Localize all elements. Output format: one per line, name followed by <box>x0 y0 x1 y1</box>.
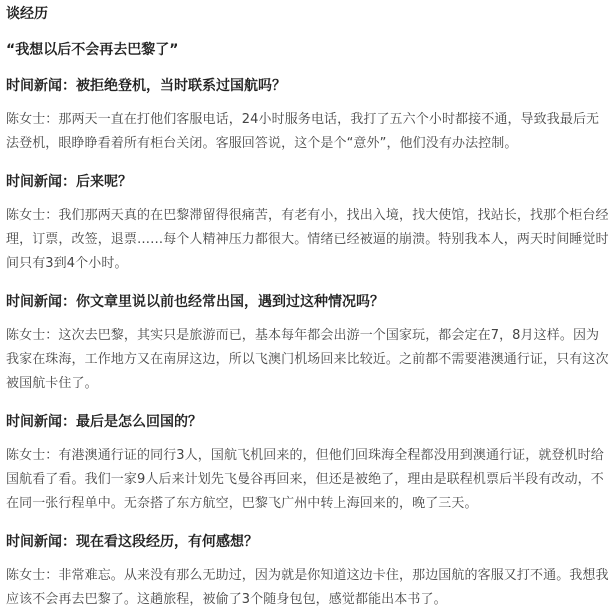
question-text: 时间新闻：后来呢？ <box>6 174 132 190</box>
question-text: 时间新闻：你文章里说以前也经常出国，遇到过这种情况吗？ <box>6 294 384 310</box>
question-text: 时间新闻：现在看这段经历，有何感想？ <box>6 534 258 550</box>
section-title: 谈经历 <box>6 6 48 22</box>
answer-text: 陈女士：我们那两天真的在巴黎滞留得很痛苦，有老有小，找出入境，找大使馆，找站长，找那个柜台经理，订票，改签，退票……每个人精神压力都很大。情绪已经被逼的崩溃。特别我本人，两天时间睡觉时间只有3到4个小时。 <box>6 208 609 271</box>
headline-quote: “我想以后不会再去巴黎了” <box>6 42 179 58</box>
qa-item <box>6 172 609 276</box>
qa-item <box>6 532 609 612</box>
qa-item <box>6 412 609 516</box>
answer-text: 陈女士：非常难忘。从来没有那么无助过，因为就是你知道这边卡住，那边国航的客服又打不通。我想我应该不会再去巴黎了。这趟旅程，被偷了3个随身包包，感觉都能出本书了。 <box>6 568 609 607</box>
qa-item <box>6 76 609 156</box>
question-text: 时间新闻：最后是怎么回国的？ <box>6 414 202 430</box>
question-text: 时间新闻：被拒绝登机，当时联系过国航吗？ <box>6 78 286 94</box>
answer-text: 陈女士：那两天一直在打他们客服电话，24小时服务电话，我打了五六个小时都接不通，导致我最后无法登机，眼睁睁看着所有柜台关闭。客服回答说，这个是个“意外”，他们没有办法控制。 <box>6 112 600 151</box>
qa-item <box>6 292 609 396</box>
answer-text: 陈女士：这次去巴黎，其实只是旅游而已，基本每年都会出游一个国家玩，都会定在7，8月这样。因为我家在珠海，工作地方又在南屏这边，所以飞澳门机场回来比较近。之前都不需要港澳通行证，只有这次被国航卡住了。 <box>6 328 609 391</box>
answer-text: 陈女士：有港澳通行证的同行3人，国航飞机回来的，但他们回珠海全程都没用到澳通行证，就登机时给国航看了看。我们一家9人后来计划先飞曼谷再回来，但还是被绝了，理由是联程机票后半段有改动，不在同一张行程单中。无奈搭了东方航空，巴黎飞广州中转上海回来的，晚了三天。 <box>6 448 604 511</box>
